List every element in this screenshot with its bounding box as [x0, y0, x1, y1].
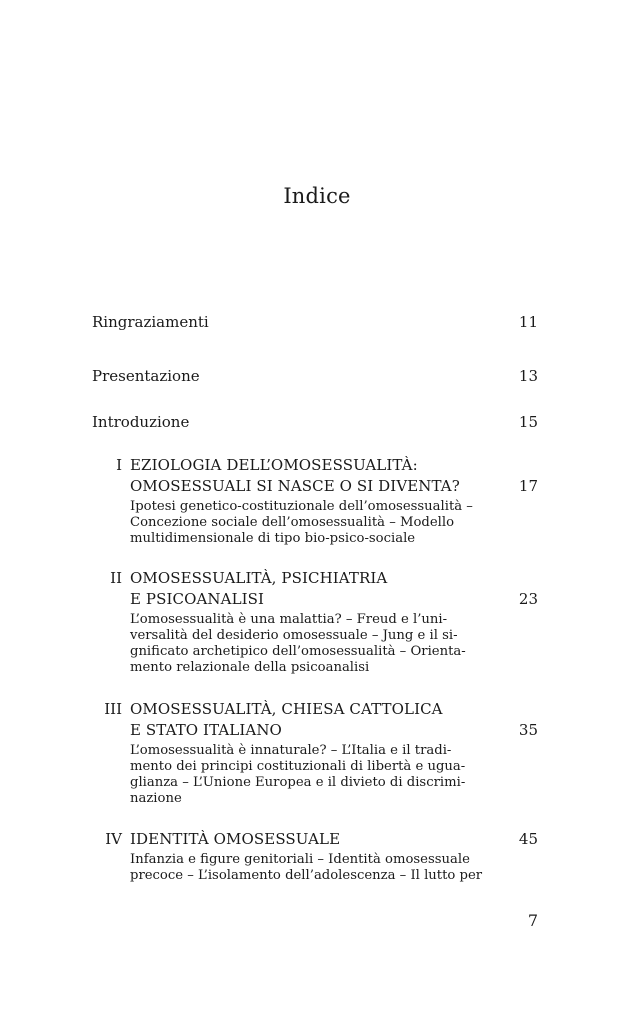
chapter-page: 17	[518, 477, 538, 495]
chapter-description-line: precoce – L’isolamento dell’adolescenza – Il lutto per	[130, 868, 483, 883]
page-number: 7	[527, 911, 538, 930]
chapter-description-line: multidimensionale di tipo bio-psico-sociale	[130, 531, 416, 546]
chapter-number: IV	[105, 830, 122, 848]
chapter-description-line: L’omosessualità è una malattia? – Freud e l’uni-	[130, 612, 448, 627]
chapter-description-line: Concezione sociale dell’omosessualità – Modello	[130, 515, 455, 530]
chapter-heading	[130, 699, 492, 741]
toc-entry-page: 11	[518, 313, 538, 331]
page-title: Indice	[283, 184, 351, 208]
toc-entry-label: Introduzione	[92, 413, 190, 431]
chapter-description-line: gnificato archetipico dell’omosessualità – Orienta-	[130, 644, 466, 659]
chapter-heading	[130, 829, 492, 850]
chapter-body	[130, 568, 492, 676]
chapter-description-line: L’omosessualità è innaturale? – L’Italia e il tradi-	[130, 743, 452, 758]
toc-entry-label: Ringraziamenti	[92, 313, 209, 331]
chapter-description-line: Infanzia e figure genitoriali – Identità omosessuale	[130, 852, 470, 867]
toc-entry-page: 15	[518, 413, 538, 431]
chapter-description-line: mento relazionale della psicoanalisi	[130, 660, 370, 675]
chapter-description-line: nazione	[130, 791, 182, 806]
chapter-description-line: versalità del desiderio omosessuale – Jung e il si-	[130, 628, 458, 643]
chapter-number: II	[110, 569, 122, 587]
chapter-description-line: Ipotesi genetico-costituzionale dell’omosessualità –	[130, 499, 473, 514]
chapter-description-line: mento dei principi costituzionali di libertà e ugua-	[130, 759, 466, 774]
chapter-body	[130, 699, 492, 807]
chapter-heading-line: E PSICOANALISI	[130, 590, 265, 608]
chapter-description-line: glianza – L’Unione Europea e il divieto di discrimi-	[130, 775, 466, 790]
chapter-description	[130, 852, 492, 884]
chapter-heading	[130, 568, 492, 610]
chapter-heading	[130, 455, 492, 497]
chapter-page: 35	[518, 721, 538, 739]
chapter-page: 45	[518, 830, 538, 848]
chapter-description	[130, 499, 492, 547]
chapter-heading-line: OMOSESSUALITÀ, PSICHIATRIA	[130, 569, 388, 587]
chapter-heading-line: E STATO ITALIANO	[130, 721, 282, 739]
chapter-number: I	[116, 456, 122, 474]
chapter-number: III	[104, 700, 122, 718]
chapter-heading-line: OMOSESSUALITÀ, CHIESA CATTOLICA	[130, 700, 443, 718]
chapter-body	[130, 455, 492, 547]
chapter-description	[130, 612, 492, 676]
chapter-heading-line: EZIOLOGIA DELL’OMOSESSUALITÀ:	[130, 456, 418, 474]
toc-entry-label: Presentazione	[92, 367, 200, 385]
chapter-description	[130, 743, 492, 807]
chapter-body	[130, 829, 492, 884]
toc-entry-page: 13	[518, 367, 538, 385]
chapter-heading-line: OMOSESSUALI SI NASCE O SI DIVENTA?	[130, 477, 460, 495]
chapter-page: 23	[518, 590, 538, 608]
chapter-heading-line: IDENTITÀ OMOSESSUALE	[130, 830, 341, 848]
